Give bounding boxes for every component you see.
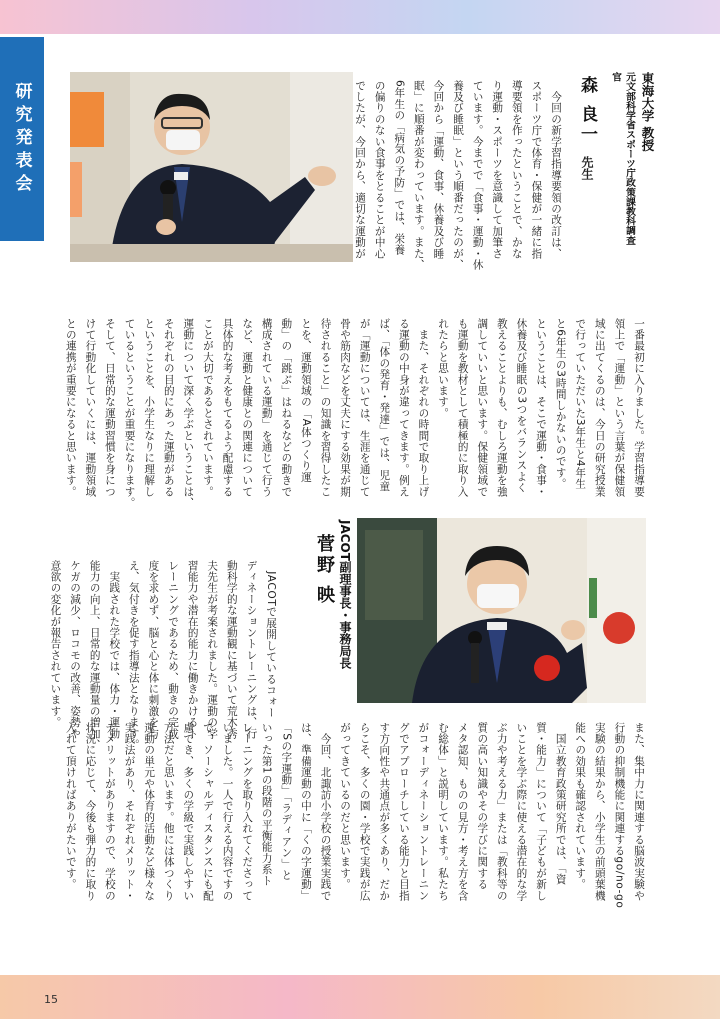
speaker2-col_d-line: いった第1の段階の平衡能力系ト xyxy=(260,722,273,887)
speaker1-photo xyxy=(70,72,353,262)
speaker2-col_d-line: 「Sの字運動」「ラディアン」と xyxy=(280,722,293,881)
speaker2-col_c-line: 実践された学校では、体力・運動 xyxy=(108,560,121,740)
speaker2-col_c-line: 度を求めず、脳と心と体に刺激を与 xyxy=(147,560,160,740)
speaker2-col_d-line: 方法だと思います。他には体つくり xyxy=(162,722,175,902)
section-tab xyxy=(0,37,44,241)
speaker2-col_d-line: らこそ、多くの園・学校で実践が広 xyxy=(358,722,371,902)
speaker2-col_c-line: ケガの減少、ロコモの改善、姿勢や xyxy=(69,560,82,740)
speaker1-col_b-line: ているということが重要になります。 xyxy=(123,318,136,509)
speaker2-col_d-line: す方向性や共通点が多くあり、だか xyxy=(378,722,391,902)
speaker1-col_a-line: 導要領を作ったということで、かな xyxy=(510,80,523,260)
speaker1-col_b-line: 構成されている運動」を通じて行う xyxy=(260,318,273,498)
speaker1-col_a-line: 6年生の「病気の予防」では、栄養 xyxy=(393,80,406,256)
speaker1-col_b-line: 一番最初に入りました。学習指導要 xyxy=(633,318,645,498)
speaker2-col_d-line: また、集中力に関連する脳波実験や xyxy=(633,722,645,902)
speaker1-col_b-line: 運動について深く学ぶということは、 xyxy=(182,318,195,509)
speaker2-col_c-line: 習能力や潜在的能力に働きかけるト xyxy=(186,560,199,740)
speaker2-col_d-line: 今回、北諏訪小学校の授業実践で xyxy=(319,722,332,902)
speaker1-col_b-line: ということは、そこで運動・食事・ xyxy=(535,318,548,498)
speaker1-col_b-line: 骨や筋肉などを丈夫にする効果が期 xyxy=(339,318,352,498)
speaker1-col_a-line: り運動・スポーツを意識して加筆さ xyxy=(491,80,504,260)
speaker1-text-col-a xyxy=(355,80,565,308)
speaker1-col_a-line: 眠」に順番が変わっています。また、 xyxy=(412,80,425,271)
speaker1-col_a-line: スポーツ庁で体育・保健が一緒に指 xyxy=(530,80,543,260)
speaker2-col_d-line: 行動の抑制機能に関連するgo/no-go xyxy=(613,722,626,909)
speaker2-col_c-line: え、気付きを促す指導法となります。 xyxy=(127,560,140,751)
speaker1-col_b-line: けて行動化していくには、運動領域 xyxy=(84,318,97,498)
speaker1-col_b-line: ば、「体の発育・発達」では、児童 xyxy=(378,318,391,492)
speaker1-name: 森 良一 xyxy=(577,76,597,145)
speaker2-col_d-line: む総体」と説明しています。私たち xyxy=(437,722,450,902)
speaker1-col_b-line: で行っていただいた3年生と4年生 xyxy=(574,318,587,490)
speaker1-col_b-line: 教えることよりも、むしろ運動を強 xyxy=(495,318,508,498)
speaker2-affiliation: JACOT副理事長・事務局長 xyxy=(338,520,352,669)
speaker2-col_c-line: 意欲の変化が報告されています。 xyxy=(49,560,62,728)
speaker2-col_d-line: 能への効果も確認されています。 xyxy=(574,722,587,890)
speaker2-col_d-line: メタ認知、ものの見方・考え方を含 xyxy=(456,722,469,902)
speaker1-col_b-line: 具体的な考えをもてるよう配慮する xyxy=(221,318,234,498)
speaker1-col_b-line: ことが大切であるとされています。 xyxy=(201,318,214,498)
speaker2-col_d-line: いことを学ぶ際に使える潜在的な学 xyxy=(515,722,528,902)
speaker2-col_d-line: いました。一人で行える内容ですの xyxy=(221,722,234,902)
speaker2-col_d-line: ぶ力や考える力」または「教科等の xyxy=(495,722,508,902)
speaker2-text-col-d xyxy=(58,722,648,944)
speaker1-col_b-line: 休養及び睡眠の3つをバランスよく xyxy=(515,318,528,494)
speaker1-col_b-line: 域に出てくるのは、今日の研究授業 xyxy=(593,318,606,498)
speaker1-col_a-line: でしたが、今回から、適切な運動が xyxy=(354,80,367,260)
speaker1-col_a-line: の偏りのない食事をとることが中心 xyxy=(373,80,386,260)
speaker1-col_b-line: 待されること」の知識を習得したこ xyxy=(319,318,332,498)
speaker2-col_c-line: レーニングであるため、動きの完成 xyxy=(167,560,180,740)
bottom-decorative-band xyxy=(0,975,720,1019)
speaker1-affiliation-line2: 元文部科学省スポーツ庁政策課教科調査官 xyxy=(610,72,635,245)
speaker1-text-col-b xyxy=(58,318,648,540)
speaker1-col_b-line: と6年生の3時間しかないのです。 xyxy=(554,318,567,490)
section-tab-label: 研究発表会 xyxy=(11,81,32,197)
speaker2-col_c-line: ディネーショントレーニングは、行 xyxy=(245,560,258,740)
speaker1-col_b-line: とを、運動領域の「A体つくり運 xyxy=(299,318,312,483)
speaker1-affiliation-line1: 東海大学 教授 xyxy=(640,72,655,152)
speaker1-col_b-line: れたらと思います。 xyxy=(437,318,450,419)
speaker1-col_b-line: との連携が重要になると思います。 xyxy=(64,318,77,498)
speaker2-col_d-line: グでアプローチしている能力と目指 xyxy=(397,722,410,902)
speaker2-col_d-line: で、ソーシャルディスタンスにも配 xyxy=(201,722,214,902)
speaker1-col_a-line: 今回から「運動、食事、休養及び睡 xyxy=(432,80,445,260)
speaker2-col_d-line: 運動の単元や体育的活動など様々な xyxy=(143,722,156,902)
speaker1-col_b-line: そして、日常的な運動習慣を身につ xyxy=(103,318,116,498)
speaker2-header xyxy=(282,520,354,720)
speaker1-col_b-line: 調していいと思います。保健領域で xyxy=(476,318,489,498)
speaker2-col_d-line: がってきているのだと思います。 xyxy=(339,722,352,890)
speaker2-col_d-line: 実験の結果から、小学生の前頭葉機 xyxy=(593,722,606,902)
speaker1-col_b-line: また、それぞれの時間で取り上げ xyxy=(417,318,430,498)
speaker1-col_a-line: ています。今までで「食事・運動・休 xyxy=(471,80,484,271)
speaker1-col_b-line: も運動を教材として積極的に取り入 xyxy=(456,318,469,498)
speaker2-col_d-line: 慮でき、多くの学級で実践しやすい xyxy=(182,722,195,902)
speaker1-header xyxy=(566,72,656,252)
speaker2-col_d-line: がコォーディネーショントレーニン xyxy=(417,722,430,902)
speaker2-col_d-line: デメリットがありますので、学校の xyxy=(103,722,116,902)
speaker2-col_d-line: 質・能力」について「子どもが新し xyxy=(535,722,548,902)
speaker1-honorific: 先生 xyxy=(580,156,594,181)
speaker2-name: 菅野 映 xyxy=(314,534,335,607)
speaker1-col_b-line: が「運動については、生涯を通じて xyxy=(358,318,371,498)
page-number: 15 xyxy=(44,993,58,1006)
speaker2-col_c-line: 夫先生が考案されました。運動の学 xyxy=(206,560,219,740)
speaker1-col_a-line: 今回の新学習指導要領の改訂は、 xyxy=(550,80,562,260)
speaker2-col_d-line: 国立教育政策研究所では、「資 xyxy=(554,722,567,885)
speaker1-photo-illustration xyxy=(70,72,353,262)
speaker2-col_c-line: 動科学的な運動観に基づいて荒木秀 xyxy=(225,560,238,740)
top-decorative-band xyxy=(0,0,720,34)
speaker2-col_d-line: 入れて頂ければありがたいです。 xyxy=(64,722,77,890)
speaker2-col_d-line: レーニングを取り入れてくださって xyxy=(241,722,254,902)
speaker1-col_b-line: それぞれの目的にあった運動がある xyxy=(162,318,175,498)
speaker2-col_d-line: 実践法があり、それぞれメリット・ xyxy=(123,722,136,902)
speaker1-col_b-line: 動」の「跳ぶ」はねるなどの動きで xyxy=(280,318,293,498)
speaker2-col_d-line: は、準備運動の中に「くの字運動」 xyxy=(299,722,312,902)
speaker2-col_c-line: 能力の向上、日常的な運動量の増加、 xyxy=(88,560,101,751)
speaker2-photo-illustration xyxy=(357,518,646,703)
speaker1-col_a-line: 養及び睡眠」という順番だったのが、 xyxy=(452,80,465,271)
speaker1-col_b-line: ということを、小学生なりに理解し xyxy=(143,318,156,498)
speaker1-col_b-line: など、運動と健康との関連について xyxy=(241,318,254,498)
speaker2-col_d-line: 質の高い知識やその学びに関する xyxy=(476,722,489,890)
speaker1-col_b-line: 領上で「運動」という言葉が保健領 xyxy=(613,318,626,498)
speaker2-photo xyxy=(357,518,646,703)
speaker2-col_d-line: 状況に応じて、今後も弾力的に取り xyxy=(84,722,97,902)
speaker1-col_b-line: る運動の中身が違ってきます。例え xyxy=(397,318,410,498)
speaker2-col_c-line: JACOTで展開しているコォー xyxy=(265,560,277,719)
